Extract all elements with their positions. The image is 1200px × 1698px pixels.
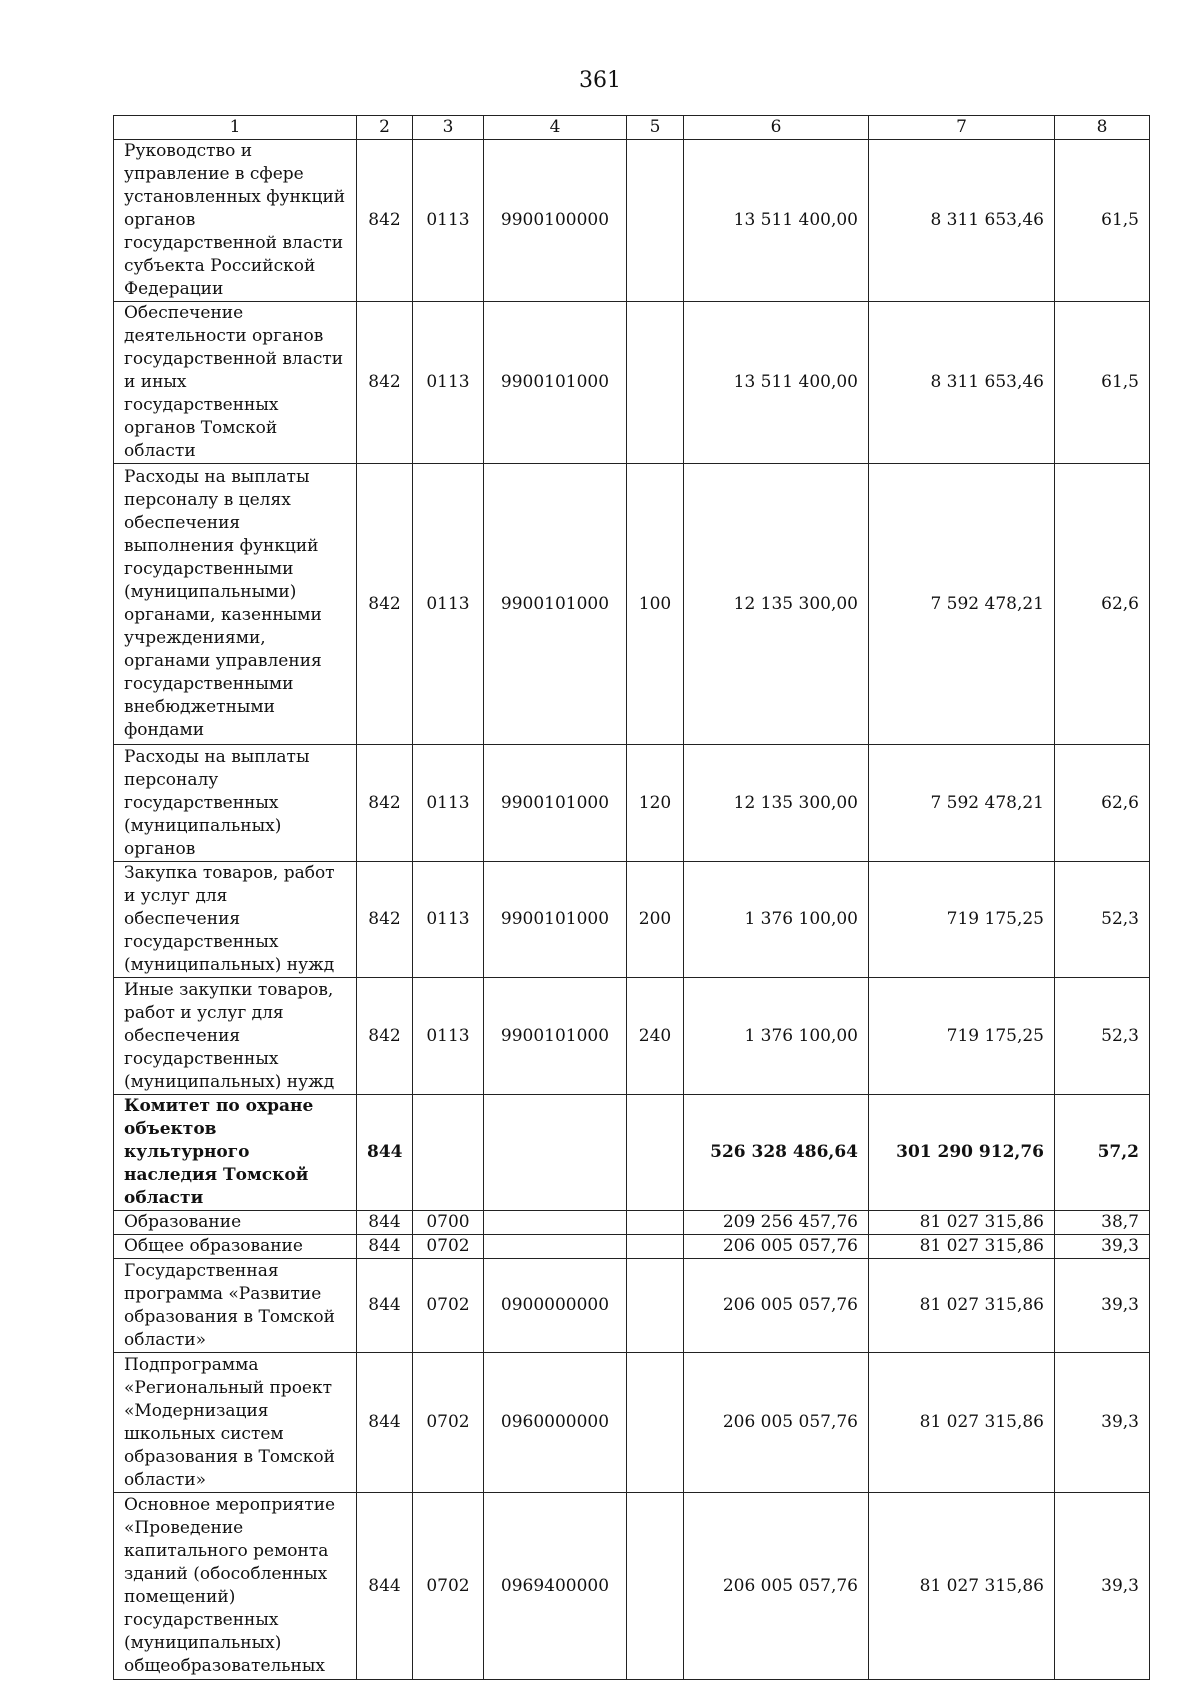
row-col-3: 0113 — [413, 302, 484, 464]
row-col-4: 9900101000 — [484, 862, 627, 978]
row-col-5: 100 — [627, 464, 684, 745]
row-col-4: 0900000000 — [484, 1259, 627, 1353]
row-col-5 — [627, 1095, 684, 1211]
row-col-8: 62,6 — [1055, 745, 1150, 862]
row-name: Основное мероприятие «Проведение капитального ремонта зданий (обособленных помещений) государственных (муниципальных) общеобразовательных — [114, 1493, 357, 1680]
table-row — [114, 1259, 1150, 1353]
table-row — [114, 140, 1150, 302]
row-col-8: 39,3 — [1055, 1493, 1150, 1680]
row-col-6: 13 511 400,00 — [684, 302, 869, 464]
row-col-2: 842 — [357, 140, 413, 302]
row-col-8: 61,5 — [1055, 302, 1150, 464]
row-col-8: 38,7 — [1055, 1211, 1150, 1235]
table-row — [114, 1211, 1150, 1235]
row-name: Общее образование — [114, 1235, 357, 1259]
header-col-1: 1 — [114, 116, 357, 140]
row-name: Образование — [114, 1211, 357, 1235]
table-row — [114, 302, 1150, 464]
header-col-3: 3 — [413, 116, 484, 140]
header-col-7: 7 — [869, 116, 1055, 140]
row-col-7: 81 027 315,86 — [869, 1211, 1055, 1235]
row-col-4: 0969400000 — [484, 1493, 627, 1680]
row-col-2: 842 — [357, 745, 413, 862]
row-col-6: 12 135 300,00 — [684, 745, 869, 862]
row-col-3: 0113 — [413, 140, 484, 302]
row-col-6: 206 005 057,76 — [684, 1235, 869, 1259]
header-col-4: 4 — [484, 116, 627, 140]
header-row — [114, 116, 1150, 140]
row-col-4: 9900101000 — [484, 464, 627, 745]
row-col-2: 844 — [357, 1235, 413, 1259]
row-col-2: 844 — [357, 1353, 413, 1493]
row-col-2: 844 — [357, 1211, 413, 1235]
table-row — [114, 978, 1150, 1095]
row-name: Иные закупки товаров, работ и услуг для обеспечения государственных (муниципальных) нужд — [114, 978, 357, 1095]
row-col-2: 842 — [357, 862, 413, 978]
header-col-5: 5 — [627, 116, 684, 140]
row-col-7: 719 175,25 — [869, 862, 1055, 978]
row-name: Расходы на выплаты персоналу государственных (муниципальных) органов — [114, 745, 357, 862]
row-col-4 — [484, 1235, 627, 1259]
row-col-4: 9900101000 — [484, 302, 627, 464]
row-col-8: 39,3 — [1055, 1235, 1150, 1259]
page-number: 361 — [579, 68, 621, 93]
row-col-7: 301 290 912,76 — [869, 1095, 1055, 1211]
row-col-7: 8 311 653,46 — [869, 302, 1055, 464]
row-col-5 — [627, 1211, 684, 1235]
row-col-6: 12 135 300,00 — [684, 464, 869, 745]
row-col-4: 9900101000 — [484, 745, 627, 862]
row-col-8: 61,5 — [1055, 140, 1150, 302]
row-col-7: 81 027 315,86 — [869, 1353, 1055, 1493]
row-col-5: 200 — [627, 862, 684, 978]
row-col-6: 13 511 400,00 — [684, 140, 869, 302]
row-col-5 — [627, 1493, 684, 1680]
row-col-6: 209 256 457,76 — [684, 1211, 869, 1235]
row-name: Государственная программа «Развитие образования в Томской области» — [114, 1259, 357, 1353]
row-col-8: 39,3 — [1055, 1353, 1150, 1493]
row-col-4 — [484, 1211, 627, 1235]
row-col-4: 9900100000 — [484, 140, 627, 302]
row-col-7: 81 027 315,86 — [869, 1235, 1055, 1259]
row-col-8: 62,6 — [1055, 464, 1150, 745]
table-row — [114, 745, 1150, 862]
row-name: Подпрограмма «Региональный проект «Модернизация школьных систем образования в Томской области» — [114, 1353, 357, 1493]
row-col-6: 206 005 057,76 — [684, 1493, 869, 1680]
row-col-2: 844 — [357, 1095, 413, 1211]
table-row — [114, 1095, 1150, 1211]
row-col-3: 0113 — [413, 862, 484, 978]
row-col-5 — [627, 1353, 684, 1493]
row-name: Обеспечение деятельности органов государственной власти и иных государственных органов Томской области — [114, 302, 357, 464]
row-col-2: 844 — [357, 1493, 413, 1680]
row-col-3: 0702 — [413, 1353, 484, 1493]
row-name: Расходы на выплаты персоналу в целях обеспечения выполнения функций государственными (муниципальными) органами, казенными учреждениями, органами управления государственными внебюджетными фондами — [114, 464, 357, 745]
row-col-3: 0702 — [413, 1235, 484, 1259]
row-col-5: 240 — [627, 978, 684, 1095]
row-col-6: 1 376 100,00 — [684, 978, 869, 1095]
row-col-4: 0960000000 — [484, 1353, 627, 1493]
header-col-6: 6 — [684, 116, 869, 140]
row-col-8: 39,3 — [1055, 1259, 1150, 1353]
row-col-6: 206 005 057,76 — [684, 1259, 869, 1353]
row-col-6: 526 328 486,64 — [684, 1095, 869, 1211]
row-col-6: 206 005 057,76 — [684, 1353, 869, 1493]
row-col-7: 7 592 478,21 — [869, 745, 1055, 862]
row-col-8: 52,3 — [1055, 978, 1150, 1095]
row-col-3 — [413, 1095, 484, 1211]
row-col-2: 842 — [357, 302, 413, 464]
row-col-8: 52,3 — [1055, 862, 1150, 978]
table-row — [114, 1235, 1150, 1259]
table-row — [114, 1353, 1150, 1493]
row-col-7: 719 175,25 — [869, 978, 1055, 1095]
row-col-3: 0702 — [413, 1493, 484, 1680]
row-col-3: 0702 — [413, 1259, 484, 1353]
table-row — [114, 862, 1150, 978]
row-col-5 — [627, 1235, 684, 1259]
row-name: Закупка товаров, работ и услуг для обеспечения государственных (муниципальных) нужд — [114, 862, 357, 978]
table-row — [114, 1493, 1150, 1680]
budget-table — [113, 115, 1150, 1680]
row-col-7: 7 592 478,21 — [869, 464, 1055, 745]
row-col-5: 120 — [627, 745, 684, 862]
row-col-2: 842 — [357, 978, 413, 1095]
row-col-2: 842 — [357, 464, 413, 745]
row-col-3: 0700 — [413, 1211, 484, 1235]
header-col-8: 8 — [1055, 116, 1150, 140]
row-name: Комитет по охране объектов культурного наследия Томской области — [114, 1095, 357, 1211]
row-col-5 — [627, 1259, 684, 1353]
row-col-3: 0113 — [413, 464, 484, 745]
row-col-5 — [627, 140, 684, 302]
row-col-5 — [627, 302, 684, 464]
row-col-8: 57,2 — [1055, 1095, 1150, 1211]
row-col-3: 0113 — [413, 745, 484, 862]
row-col-7: 81 027 315,86 — [869, 1259, 1055, 1353]
row-col-7: 8 311 653,46 — [869, 140, 1055, 302]
row-col-2: 844 — [357, 1259, 413, 1353]
row-col-6: 1 376 100,00 — [684, 862, 869, 978]
row-col-4: 9900101000 — [484, 978, 627, 1095]
row-col-7: 81 027 315,86 — [869, 1493, 1055, 1680]
table-row — [114, 464, 1150, 745]
header-col-2: 2 — [357, 116, 413, 140]
row-name: Руководство и управление в сфере установленных функций органов государственной власти субъекта Российской Федерации — [114, 140, 357, 302]
row-col-3: 0113 — [413, 978, 484, 1095]
row-col-4 — [484, 1095, 627, 1211]
